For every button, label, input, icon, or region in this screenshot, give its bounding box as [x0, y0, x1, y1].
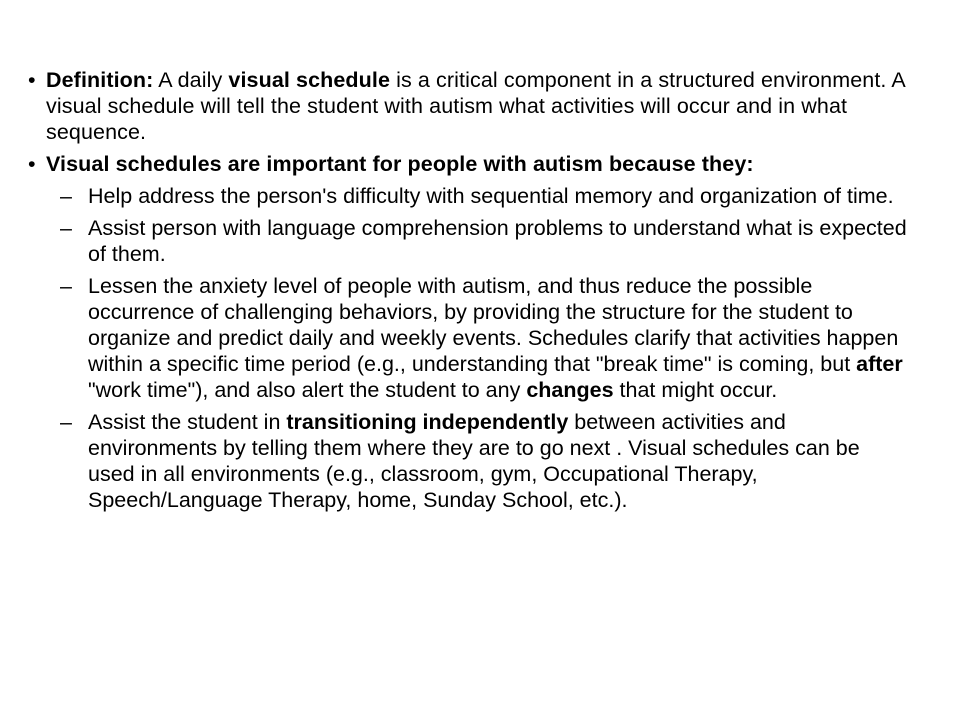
bullet-marker: • [28, 152, 36, 176]
slide-content [28, 67, 912, 519]
visual-schedule-term: visual schedule [228, 68, 391, 92]
bullet-text [46, 67, 912, 145]
dash-marker: – [60, 410, 72, 434]
dash-marker: – [60, 184, 72, 208]
text-run: Assist the student in [88, 410, 287, 434]
importance-heading: Visual schedules are important for people with autism because they: [46, 152, 754, 176]
sub-bullet-list [46, 183, 912, 513]
text-run: that might occur. [613, 378, 778, 402]
sub-bullet-text [88, 410, 860, 512]
sub-bullet-text: Help address the person's difficulty with sequential memory and organization of time. [88, 184, 894, 208]
dash-marker: – [60, 274, 72, 298]
sub-bullet-anxiety [60, 273, 912, 403]
sub-bullet-transitioning [60, 409, 912, 513]
transitioning-independently-term: transitioning independently [286, 410, 569, 434]
definition-label: Definition: [46, 68, 154, 92]
bullet-marker: • [28, 68, 36, 92]
text-run: is a critical component in a structured environment. A visual schedule will tell the student with autism what activities will occur and in what sequence. [46, 68, 905, 144]
dash-marker: – [60, 216, 72, 240]
sub-bullet-language-comprehension [60, 215, 912, 267]
sub-bullet-sequential-memory [60, 183, 912, 209]
bullet-importance [28, 151, 912, 177]
sub-bullet-text: Assist person with language comprehension problems to understand what is expected of them. [88, 216, 907, 266]
text-run: Lessen the anxiety level of people with autism, and thus reduce the possible occurrence of challenging behaviors, by providing the structure for the student to organize and predict daily and weekly events. Schedules clarify that activities happen within a specific time period (e.g., understanding that "break time" is coming, but [88, 274, 899, 376]
bullet-definition [28, 67, 912, 145]
changes-term: changes [526, 378, 614, 402]
text-run: between activities and environments by telling them where they are to go next . Visual schedules can be used in all environments (e.g., classroom, gym, Occupational Therapy, Speech/Language Therapy, home, Sunday School, etc.). [88, 410, 860, 512]
text-run: A daily [153, 68, 229, 92]
sub-bullet-text [88, 274, 903, 402]
text-run: "work time"), and also alert the student to any [88, 378, 527, 402]
after-term: after [856, 352, 903, 376]
